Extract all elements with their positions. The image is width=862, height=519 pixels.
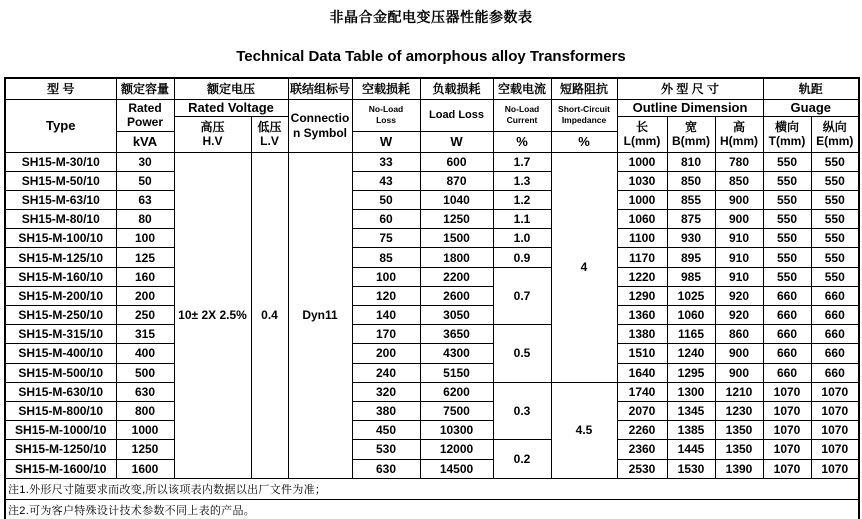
table-row	[5, 152, 859, 171]
cell-width: 1300	[667, 382, 715, 401]
table-row	[5, 210, 859, 229]
cell-load-loss: 2200	[420, 267, 493, 286]
cell-no-load-current: 1.0	[493, 229, 551, 248]
cell-impedance: 4.5	[551, 382, 617, 478]
page-title-chinese: 非晶合金配电变压器性能参数表	[329, 9, 533, 25]
cell-no-load-loss: 100	[352, 267, 420, 286]
col-header-type-zh: 型 号	[5, 78, 116, 99]
cell-no-load-loss: 630	[352, 459, 420, 478]
cell-length: 1740	[617, 382, 667, 401]
cell-gauge-e: 550	[811, 248, 859, 267]
cell-gauge-e: 1070	[811, 440, 859, 459]
col-header-rated-power-en	[116, 99, 174, 131]
cell-gauge-e: 660	[811, 325, 859, 344]
cell-type: SH15-M-63/10	[5, 190, 116, 209]
table-row	[5, 325, 859, 344]
col-header-load-loss-unit: W	[420, 131, 493, 152]
height-zh: 高	[733, 119, 746, 134]
gauge-t-unit: T(mm)	[768, 134, 806, 148]
gauge-t-zh: 横向	[775, 119, 800, 134]
cell-rated-power: 630	[116, 382, 174, 401]
col-header-type-en: Type	[5, 99, 116, 152]
cell-load-loss: 3050	[420, 306, 493, 325]
cell-width: 875	[667, 210, 715, 229]
cell-length: 1220	[617, 267, 667, 286]
cell-length: 1000	[617, 152, 667, 171]
col-header-rated-power-zh: 额定容量	[116, 78, 174, 99]
cell-length: 1060	[617, 210, 667, 229]
cell-length: 1510	[617, 344, 667, 363]
cell-height: 850	[715, 171, 763, 190]
cell-type: SH15-M-1000/10	[5, 421, 116, 440]
cell-rated-power: 50	[116, 171, 174, 190]
cell-width: 895	[667, 248, 715, 267]
cell-gauge-e: 1070	[811, 401, 859, 420]
note-1: 注1.外形尺寸随要求而改变,所以该项表内数据以出厂文件为准；	[5, 478, 859, 499]
cell-no-load-current: 1.1	[493, 210, 551, 229]
width-zh: 宽	[685, 119, 698, 134]
cell-no-load-loss: 530	[352, 440, 420, 459]
cell-rated-power: 250	[116, 306, 174, 325]
cell-gauge-e: 1070	[811, 459, 859, 478]
cell-height: 1350	[715, 421, 763, 440]
col-header-impedance-unit: %	[551, 131, 617, 152]
gauge-e-zh: 纵向	[822, 119, 847, 134]
cell-type: SH15-M-500/10	[5, 363, 116, 382]
cell-type: SH15-M-80/10	[5, 210, 116, 229]
cell-rated-power: 160	[116, 267, 174, 286]
cell-load-loss: 2600	[420, 286, 493, 305]
cell-load-loss: 10300	[420, 421, 493, 440]
note-row	[5, 478, 859, 499]
col-header-guage-zh: 轨距	[763, 78, 859, 99]
cell-gauge-e: 660	[811, 363, 859, 382]
cell-height: 900	[715, 190, 763, 209]
col-header-width	[667, 116, 715, 152]
cell-no-load-loss: 200	[352, 344, 420, 363]
cell-load-loss: 5150	[420, 363, 493, 382]
col-header-no-load-current-unit: %	[493, 131, 551, 152]
cell-gauge-t: 550	[763, 267, 811, 286]
hv-zh: 高压	[200, 119, 225, 134]
cell-rated-power: 30	[116, 152, 174, 171]
no-load-current-line2: Current	[506, 115, 538, 125]
cell-gauge-e: 550	[811, 152, 859, 171]
cell-length: 1170	[617, 248, 667, 267]
cell-load-loss: 870	[420, 171, 493, 190]
cell-rated-power: 1000	[116, 421, 174, 440]
cell-type: SH15-M-1250/10	[5, 440, 116, 459]
cell-no-load-loss: 450	[352, 421, 420, 440]
no-load-current-line1: No-Load	[504, 104, 540, 115]
cell-rated-power: 1600	[116, 459, 174, 478]
cell-type: SH15-M-30/10	[5, 152, 116, 171]
cell-rated-power: 80	[116, 210, 174, 229]
cell-height: 910	[715, 229, 763, 248]
cell-load-loss: 7500	[420, 401, 493, 420]
col-header-height	[715, 116, 763, 152]
table-row	[5, 421, 859, 440]
cell-type: SH15-M-1600/10	[5, 459, 116, 478]
cell-no-load-loss: 50	[352, 190, 420, 209]
cell-gauge-t: 660	[763, 286, 811, 305]
cell-gauge-t: 1070	[763, 421, 811, 440]
transformer-data-table	[4, 77, 860, 519]
cell-length: 1290	[617, 286, 667, 305]
cell-width: 855	[667, 190, 715, 209]
col-header-no-load-current-zh: 空载电流	[493, 78, 551, 99]
cell-no-load-loss: 120	[352, 286, 420, 305]
table-row	[5, 306, 859, 325]
table-row	[5, 440, 859, 459]
cell-gauge-e: 550	[811, 267, 859, 286]
cell-connection-merged: Dyn11	[288, 152, 352, 478]
hv-en: H.V	[202, 134, 223, 148]
col-header-length	[617, 116, 667, 152]
col-header-load-loss-en: Load Loss	[420, 99, 493, 131]
cell-length: 2260	[617, 421, 667, 440]
note-2: 注2.可为客户特殊设计技术参数不同上表的产品。	[5, 499, 859, 519]
cell-rated-power: 63	[116, 190, 174, 209]
cell-no-load-current: 0.9	[493, 248, 551, 267]
cell-no-load-loss: 75	[352, 229, 420, 248]
no-load-loss-line2: Loss	[376, 115, 396, 125]
cell-height: 900	[715, 344, 763, 363]
cell-no-load-current: 1.2	[493, 190, 551, 209]
note-row	[5, 499, 859, 519]
cell-rated-power: 800	[116, 401, 174, 420]
cell-gauge-t: 660	[763, 325, 811, 344]
cell-type: SH15-M-50/10	[5, 171, 116, 190]
cell-gauge-e: 550	[811, 190, 859, 209]
length-zh: 长	[636, 119, 649, 134]
connection-line1: Connectio	[290, 111, 350, 126]
cell-rated-power: 400	[116, 344, 174, 363]
cell-length: 1640	[617, 363, 667, 382]
cell-gauge-t: 1070	[763, 440, 811, 459]
cell-gauge-e: 550	[811, 171, 859, 190]
cell-length: 1380	[617, 325, 667, 344]
gauge-e-unit: E(mm)	[816, 134, 854, 148]
cell-gauge-e: 660	[811, 344, 859, 363]
cell-width: 850	[667, 171, 715, 190]
table-row	[5, 229, 859, 248]
cell-length: 1030	[617, 171, 667, 190]
cell-width: 1165	[667, 325, 715, 344]
cell-length: 1100	[617, 229, 667, 248]
cell-no-load-loss: 320	[352, 382, 420, 401]
cell-no-load-loss: 380	[352, 401, 420, 420]
cell-type: SH15-M-800/10	[5, 401, 116, 420]
cell-gauge-t: 660	[763, 363, 811, 382]
cell-type: SH15-M-400/10	[5, 344, 116, 363]
lv-zh: 低压	[257, 119, 282, 134]
page-title-english: Technical Data Table of amorphous alloy Transformers	[236, 48, 626, 65]
cell-gauge-t: 550	[763, 152, 811, 171]
cell-gauge-t: 1070	[763, 459, 811, 478]
cell-width: 1530	[667, 459, 715, 478]
col-header-gauge-e	[811, 116, 859, 152]
col-header-kva-unit: kVA	[116, 131, 174, 152]
cell-gauge-t: 550	[763, 248, 811, 267]
col-header-no-load-loss-unit: W	[352, 131, 420, 152]
cell-gauge-t: 1070	[763, 382, 811, 401]
cell-gauge-t: 1070	[763, 401, 811, 420]
cell-rated-power: 1250	[116, 440, 174, 459]
cell-load-loss: 6200	[420, 382, 493, 401]
cell-height: 910	[715, 267, 763, 286]
col-header-connection-en	[288, 99, 352, 152]
col-header-impedance-en	[551, 99, 617, 131]
cell-no-load-loss: 140	[352, 306, 420, 325]
col-header-load-loss-zh: 负载损耗	[420, 78, 493, 99]
cell-no-load-current: 0.3	[493, 382, 551, 440]
lv-en: L.V	[260, 134, 279, 148]
no-load-loss-line1: No-Load	[368, 104, 404, 115]
rated-power-line2: Power	[126, 115, 163, 129]
width-unit: B(mm)	[672, 134, 711, 148]
table-row	[5, 344, 859, 363]
cell-gauge-t: 550	[763, 190, 811, 209]
cell-gauge-e: 660	[811, 286, 859, 305]
cell-rated-power: 315	[116, 325, 174, 344]
cell-no-load-loss: 43	[352, 171, 420, 190]
cell-gauge-e: 550	[811, 210, 859, 229]
table-row	[5, 382, 859, 401]
cell-load-loss: 4300	[420, 344, 493, 363]
cell-height: 900	[715, 363, 763, 382]
cell-no-load-loss: 60	[352, 210, 420, 229]
col-header-rated-voltage-zh: 额定电压	[174, 78, 288, 99]
cell-height: 920	[715, 306, 763, 325]
cell-no-load-loss: 170	[352, 325, 420, 344]
cell-load-loss: 1250	[420, 210, 493, 229]
cell-height: 860	[715, 325, 763, 344]
table-row	[5, 171, 859, 190]
cell-type: SH15-M-100/10	[5, 229, 116, 248]
cell-width: 1445	[667, 440, 715, 459]
cell-type: SH15-M-200/10	[5, 286, 116, 305]
col-header-impedance-zh: 短路阻抗	[551, 78, 617, 99]
connection-line2: n Symbol	[293, 125, 348, 140]
cell-type: SH15-M-630/10	[5, 382, 116, 401]
cell-type: SH15-M-125/10	[5, 248, 116, 267]
cell-length: 2530	[617, 459, 667, 478]
cell-type: SH15-M-160/10	[5, 267, 116, 286]
cell-lv-merged: 0.4	[251, 152, 288, 478]
cell-height: 1230	[715, 401, 763, 420]
cell-load-loss: 1800	[420, 248, 493, 267]
col-header-outline-en: Outline Dimension	[617, 99, 763, 116]
table-row	[5, 401, 859, 420]
cell-type: SH15-M-250/10	[5, 306, 116, 325]
cell-no-load-current: 1.3	[493, 171, 551, 190]
col-header-lv	[251, 116, 288, 152]
cell-no-load-loss: 33	[352, 152, 420, 171]
table-row	[5, 363, 859, 382]
cell-width: 810	[667, 152, 715, 171]
rated-power-line1: Rated	[128, 100, 162, 115]
impedance-line2: Impedance	[561, 115, 607, 125]
cell-width: 930	[667, 229, 715, 248]
cell-length: 2360	[617, 440, 667, 459]
table-row	[5, 286, 859, 305]
cell-gauge-t: 660	[763, 344, 811, 363]
cell-width: 1295	[667, 363, 715, 382]
col-header-gauge-t	[763, 116, 811, 152]
cell-width: 1025	[667, 286, 715, 305]
cell-no-load-current: 0.2	[493, 440, 551, 478]
cell-height: 910	[715, 248, 763, 267]
cell-gauge-e: 1070	[811, 382, 859, 401]
cell-width: 1385	[667, 421, 715, 440]
cell-load-loss: 3650	[420, 325, 493, 344]
cell-height: 900	[715, 210, 763, 229]
cell-hv-merged: 10± 2X 2.5%	[174, 152, 251, 478]
table-body	[5, 152, 859, 478]
cell-height: 920	[715, 286, 763, 305]
length-unit: L(mm)	[623, 134, 661, 148]
cell-height: 780	[715, 152, 763, 171]
cell-type: SH15-M-315/10	[5, 325, 116, 344]
cell-no-load-current: 0.7	[493, 267, 551, 325]
cell-height: 1390	[715, 459, 763, 478]
cell-gauge-e: 550	[811, 229, 859, 248]
cell-load-loss: 14500	[420, 459, 493, 478]
cell-length: 1000	[617, 190, 667, 209]
cell-gauge-t: 660	[763, 306, 811, 325]
cell-gauge-t: 550	[763, 229, 811, 248]
cell-length: 2070	[617, 401, 667, 420]
cell-width: 1240	[667, 344, 715, 363]
col-header-guage-en: Guage	[763, 99, 859, 116]
cell-rated-power: 200	[116, 286, 174, 305]
col-header-no-load-loss-zh: 空载损耗	[352, 78, 420, 99]
col-header-outline-zh: 外 型 尺 寸	[617, 78, 763, 99]
cell-length: 1360	[617, 306, 667, 325]
col-header-no-load-loss-en	[352, 99, 420, 131]
height-unit: H(mm)	[720, 134, 759, 148]
cell-rated-power: 125	[116, 248, 174, 267]
cell-gauge-t: 550	[763, 210, 811, 229]
table-row	[5, 248, 859, 267]
impedance-line1: Short-Circuit	[558, 104, 610, 115]
cell-no-load-loss: 85	[352, 248, 420, 267]
cell-load-loss: 1500	[420, 229, 493, 248]
cell-load-loss: 12000	[420, 440, 493, 459]
cell-no-load-loss: 240	[352, 363, 420, 382]
col-header-connection-zh: 联结组标号	[288, 78, 352, 99]
cell-gauge-e: 660	[811, 306, 859, 325]
cell-no-load-current: 0.5	[493, 325, 551, 383]
col-header-hv	[174, 116, 251, 152]
col-header-rated-voltage-en: Rated Voltage	[174, 99, 288, 116]
table-row	[5, 267, 859, 286]
cell-width: 1345	[667, 401, 715, 420]
cell-load-loss: 600	[420, 152, 493, 171]
cell-gauge-e: 1070	[811, 421, 859, 440]
cell-rated-power: 500	[116, 363, 174, 382]
cell-no-load-current: 1.7	[493, 152, 551, 171]
cell-height: 1350	[715, 440, 763, 459]
col-header-no-load-current-en	[493, 99, 551, 131]
cell-width: 1060	[667, 306, 715, 325]
cell-load-loss: 1040	[420, 190, 493, 209]
cell-height: 1210	[715, 382, 763, 401]
cell-width: 985	[667, 267, 715, 286]
table-row	[5, 459, 859, 478]
table-row	[5, 190, 859, 209]
cell-gauge-t: 550	[763, 171, 811, 190]
cell-impedance: 4	[551, 152, 617, 382]
cell-rated-power: 100	[116, 229, 174, 248]
